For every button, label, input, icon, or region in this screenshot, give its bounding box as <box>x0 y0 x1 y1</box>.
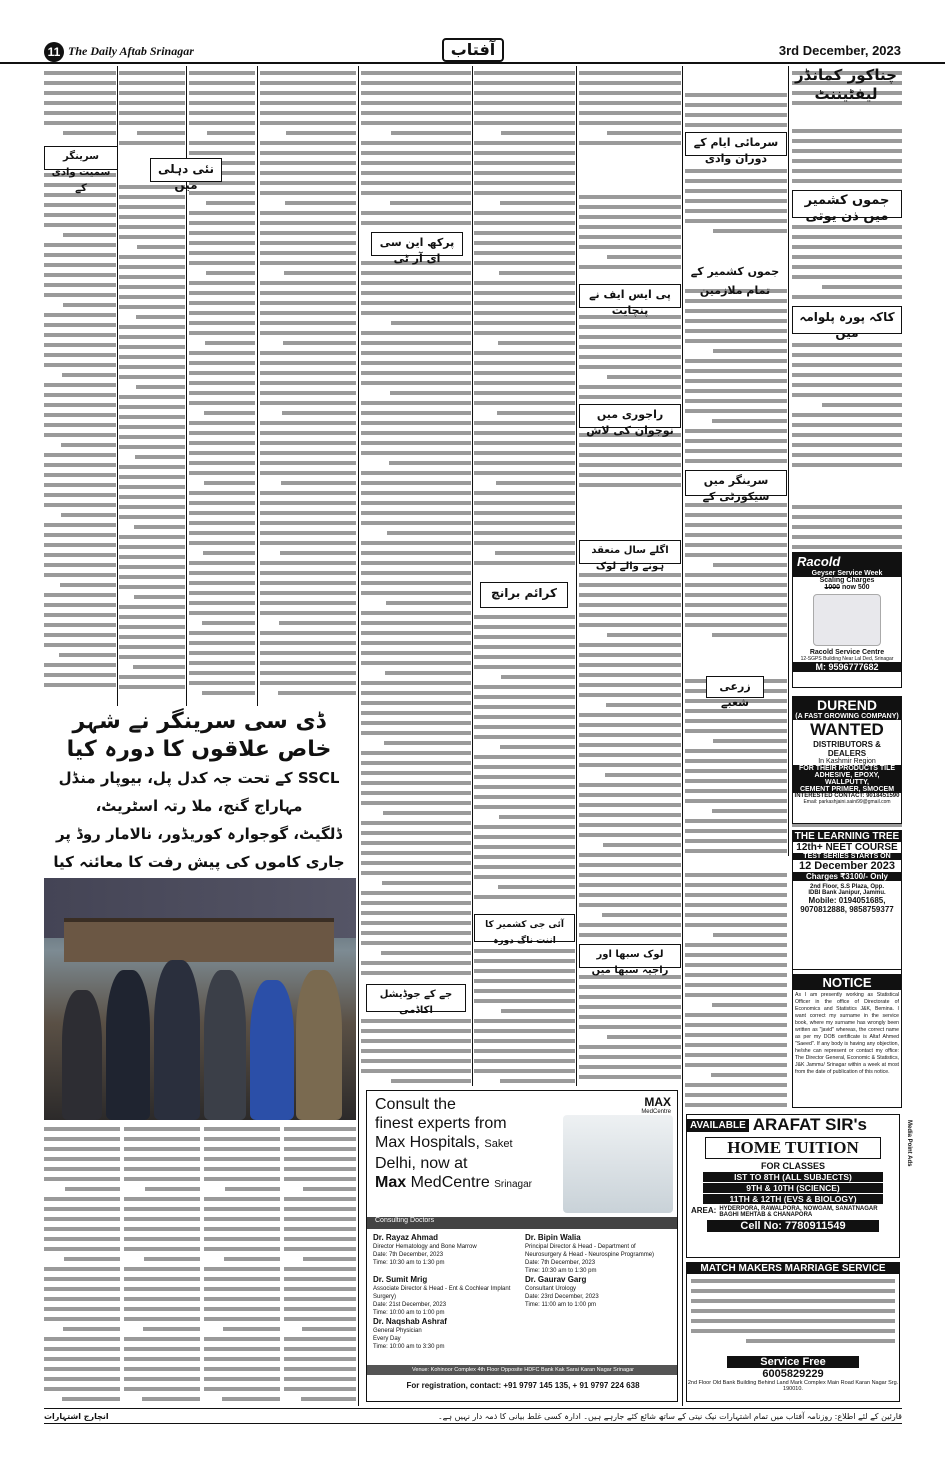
max-brand-sub: MedCentre <box>641 1109 671 1115</box>
text-column <box>204 1124 280 1406</box>
headline-box: زرعی شعبے <box>706 676 764 698</box>
racold-brand: Racold <box>793 553 901 570</box>
notice-ad <box>792 974 902 1108</box>
text-column <box>260 68 356 698</box>
masthead-logo: آفتاب <box>442 38 504 62</box>
max-consulting-label: Consulting Doctors <box>367 1217 678 1229</box>
racold-line1: Geyser Service Week <box>793 570 901 577</box>
geyser-image <box>813 594 881 646</box>
doctor-entry <box>525 1233 671 1275</box>
headline: چناکور کمانڈر لیفٹیننٹ <box>795 66 897 103</box>
arafat-class2: 9TH & 10TH (SCIENCE) <box>703 1183 883 1193</box>
max-brand: MAX <box>644 1095 671 1109</box>
footer-label: انچارج اشتہارات <box>44 1411 109 1421</box>
text-column <box>792 222 902 302</box>
doctor-entry <box>525 1275 671 1309</box>
text-column <box>685 286 787 466</box>
durend-ad <box>792 696 902 824</box>
text-column <box>685 500 787 640</box>
arafat-side-label: Media Point Ads <box>906 1120 912 1167</box>
headline-box: جموں کشمیر میں ذن یوتی <box>792 190 902 218</box>
racold-centre: Racold Service Centre <box>809 649 885 656</box>
durend-email: Email: parkashjaini.saini99@gmail.com <box>803 799 891 805</box>
text-column <box>124 1124 200 1406</box>
arafat-cell: Cell No: 7780911549 <box>707 1220 879 1232</box>
racold-new-price: now 500 <box>841 584 870 591</box>
headline-box: آئی جی کشمیر کا اننت ناگ دورہ <box>474 914 575 942</box>
notice-text: As I am presently working as Statistical Officer in the office of Directorate of Economics and Statistics J&K, Bemina. I want correct my surname in the service book, where my surname has wrongly been written as "javid" whereas, the correct name as per my DOB certificate is Altaf Ahmed "Saeed". If any body is having any objection, he/she can represent or contact my office: The Director General, Economic & Statistics, J&K Jammu/ Srinagar within a week at most from the date of publication of this notice. <box>795 992 899 1075</box>
text-column <box>361 68 471 228</box>
doctor-role: Associate Director & Head - Ent & Cochlear Implant Surgery) <box>373 1286 511 1300</box>
headline-box: راجوری میں نوجوان کی لاش <box>579 404 681 428</box>
headline-box: سرینگر میں سیکورٹی کے <box>685 470 787 496</box>
main-story-headline <box>44 708 354 876</box>
durend-line5: CEMENT PRIMER, SMOCEM <box>793 786 901 793</box>
column-rule <box>576 66 577 1086</box>
text-column <box>284 1124 356 1406</box>
max-line2: finest experts from <box>375 1115 507 1132</box>
racold-mobile: M: 9596777682 <box>793 662 901 672</box>
durend-contact: INTERESTED CONTACT: 9018451590 <box>794 793 900 799</box>
doctor-name: Dr. Rayaz Ahmad <box>373 1233 439 1242</box>
issue-date: 3rd December, 2023 <box>778 43 901 58</box>
arafat-area: HYDERPORA, RAWALPORA, NOWGAM, SANATNAGAR BAGHI MEHTAB & CHANAPORA <box>719 1206 878 1218</box>
durend-line2: In Kashmir Region <box>818 758 876 765</box>
doctor-role: Director Hematology and Bone Marrow <box>373 1244 477 1250</box>
doctor-role: Principal Director & Head - Department of Neurosurgery & Head - Neurospine Programme) <box>525 1244 655 1258</box>
column-rule <box>257 66 258 706</box>
learning-address1: 2nd Floor, S.S Plaza, Opp. <box>809 884 884 890</box>
news-photo <box>44 878 356 1120</box>
notice-title: NOTICE <box>793 975 901 990</box>
headline-box: پی ایس ایف نے پنچایت <box>579 284 681 308</box>
main-headline-line2: SSCL کے تحت جہ کدل پل، بیوپار منڈل مہاراج گنج، ملا رتہ اسٹریٹ، <box>58 769 340 815</box>
doctor-name: Dr. Naqshab Ashraf <box>373 1317 447 1326</box>
page-number: 11 <box>44 42 64 62</box>
headline-box: سرینگر سمیت وادی کے <box>44 146 118 170</box>
doctor-entry <box>373 1275 519 1317</box>
text-column <box>579 192 681 280</box>
max-venue: Venue: Kohinoor Complex 4th Floor Opposite HDFC Bank Kak Sarai Karan Nagar Srinagar <box>367 1365 678 1375</box>
arafat-name: ARAFAT SIR's <box>752 1115 867 1134</box>
headline-box: اگلے سال منعقد ہونے والے لوک <box>579 540 681 564</box>
durend-wanted: WANTED <box>810 720 884 739</box>
text-column <box>579 570 681 940</box>
footer-notice: قارئین کے لئے اطلاع: روزنامہ آفتاب میں تمام اشتہارات نیک نیتی کے ساتھ شائع کئے جارہے ہیں۔ ادارہ کسی غلط بیانی کا ذمہ دار نہیں ہے۔ <box>437 1411 902 1421</box>
arafat-title: HOME TUITION <box>705 1137 881 1159</box>
max-line3: Max Hospitals, <box>375 1134 480 1151</box>
doctor-date: Date: 21st December, 2023 <box>373 1302 447 1308</box>
doctor-date: Date: 7th December, 2023 <box>525 1260 596 1266</box>
column-rule <box>788 66 789 856</box>
doctor-date: Date: 23rd December, 2023 <box>525 1294 599 1300</box>
headline-box: کرائم برانچ <box>480 582 568 608</box>
headline-box: پرکھ این سی ای آر ٹی <box>371 232 463 256</box>
max-line3b: Saket <box>484 1138 513 1150</box>
durend-line3: FOR THEIR PRODUCTS TILE <box>793 765 901 772</box>
headline-box: جے کے جوڈیشل اکاڈمی <box>366 984 466 1012</box>
doctor-date: Every Day <box>373 1336 401 1342</box>
doctor-role: General Physician <box>373 1328 422 1334</box>
headline-box: نئی دہلی میں <box>150 158 222 182</box>
racold-line2: Scaling Charges <box>819 577 875 584</box>
arafat-area-label: AREA: <box>691 1206 717 1215</box>
learning-title: THE LEARNING TREE <box>794 831 900 842</box>
durend-line4: ADHESIVE, EPOXY, WALLPUTTY, <box>793 772 901 786</box>
match-phone: 6005829229 <box>762 1368 824 1380</box>
learning-mobile: Mobile: 0194051685, <box>808 896 886 905</box>
doctor-entry <box>373 1233 519 1267</box>
arafat-available: AVAILABLE <box>687 1119 749 1132</box>
column-rule <box>358 66 359 1406</box>
text-column <box>474 612 575 910</box>
text-column <box>685 166 787 236</box>
text-column <box>792 340 902 470</box>
text-column <box>792 126 902 186</box>
learning-charges: Charges ₹3100/- Only <box>793 872 901 881</box>
main-headline-line1: ڈی سی سرینگر نے شہر خاص علاقوں کا دورہ کیا <box>66 709 332 762</box>
arafat-for: FOR CLASSES <box>760 1161 825 1171</box>
durend-tag: (A FAST GROWING COMPANY) <box>793 713 901 720</box>
column-rule <box>682 66 683 1406</box>
learning-line2: TEST SERIES STARTS ON <box>793 853 901 860</box>
durend-line1: DISTRIBUTORS & DEALERS <box>813 740 881 758</box>
max-line5c: Srinagar <box>494 1179 532 1190</box>
doctor-name: Dr. Sumit Mrig <box>373 1275 428 1284</box>
learning-date: 12 December 2023 <box>798 860 895 872</box>
main-headline-line3: ڈلگیٹ، گوجوارہ کوریڈور، نالامار روڈ پر جاری کاموں کی پیش رفت کا معائنہ کیا <box>53 825 345 871</box>
text-column <box>119 182 185 698</box>
racold-address: 12-SGPS Building Near Lal Ded, Srinagar <box>800 656 894 662</box>
text-column <box>579 312 681 402</box>
text-column <box>474 68 575 576</box>
text-column <box>685 870 787 1110</box>
doctor-role: Consultant Urology <box>525 1286 577 1292</box>
column-rule <box>472 66 473 1086</box>
footer-bar <box>44 1408 902 1424</box>
match-makers-ad <box>686 1262 900 1402</box>
doctor-name: Dr. Bipin Walia <box>525 1233 581 1242</box>
publication-name: The Daily Aftab Srinagar <box>68 44 194 58</box>
max-line4: Delhi, now at <box>375 1155 468 1172</box>
doctor-name: Dr. Gaurav Garg <box>525 1275 587 1284</box>
match-service: Service Free <box>727 1356 859 1368</box>
max-medcentre-ad <box>366 1090 678 1402</box>
arafat-class3: 11TH & 12TH (EVS & BIOLOGY) <box>703 1194 883 1204</box>
doctor-time: Time: 10:30 am to 1:30 pm <box>373 1260 445 1266</box>
doctor-time: Time: 10:30 am to 1:30 pm <box>525 1268 597 1274</box>
text-column <box>44 170 116 698</box>
text-column <box>361 1016 471 1086</box>
doctor-photo <box>563 1115 673 1213</box>
max-line5b: MedCentre <box>410 1174 490 1191</box>
headline-box: لوک سبھا اور راجیہ سبھا میں <box>579 944 681 968</box>
text-column <box>792 502 902 552</box>
text-column <box>44 68 116 146</box>
learning-tree-ad <box>792 830 902 970</box>
headline-box: سرمائی ایام کے دوران وادی <box>685 132 787 156</box>
max-line1: Consult the <box>375 1096 456 1113</box>
doctor-time: Time: 10:00 am to 3:30 pm <box>373 1344 445 1350</box>
racold-old-price: 1000 <box>824 584 840 591</box>
max-line5: Max <box>375 1174 407 1191</box>
doctor-date: Date: 7th December, 2023 <box>373 1252 444 1258</box>
learning-mobile2: 9070812888, 9858759377 <box>800 905 894 914</box>
arafat-class1: IST TO 8TH (ALL SUBJECTS) <box>703 1172 883 1182</box>
learning-address2: IDBI Bank Janipur, Jammu. <box>808 890 886 896</box>
headline: جموں کشمیر کے تمام ملازمین <box>690 265 780 297</box>
text-column <box>579 430 681 498</box>
doctor-time: Time: 11:00 am to 1:00 pm <box>525 1302 597 1308</box>
text-column <box>361 258 471 978</box>
text-column <box>119 68 185 154</box>
max-registration: For registration, contact: +91 9797 145 135, + 91 9797 224 638 <box>406 1381 640 1390</box>
durend-brand: DUREND <box>793 697 901 713</box>
doctor-entry <box>373 1317 519 1351</box>
racold-ad <box>792 552 902 688</box>
text-column <box>579 972 681 1086</box>
text-column <box>579 68 681 156</box>
learning-line1: 12th+ NEET COURSE <box>796 842 898 853</box>
text-column <box>474 946 575 1086</box>
text-column <box>44 1124 120 1406</box>
headline-box: کاکہ پورہ پلوامہ میں <box>792 306 902 334</box>
doctor-time: Time: 10:00 am to 1:00 pm <box>373 1310 445 1316</box>
match-title: MATCH MAKERS MARRIAGE SERVICE <box>687 1263 899 1274</box>
match-address: 2nd Floor Old Bank Building Behind Land Mark Complex Main Road Karan Nagar Srg. 190010. <box>687 1380 899 1392</box>
arafat-tuition-ad <box>686 1114 900 1258</box>
